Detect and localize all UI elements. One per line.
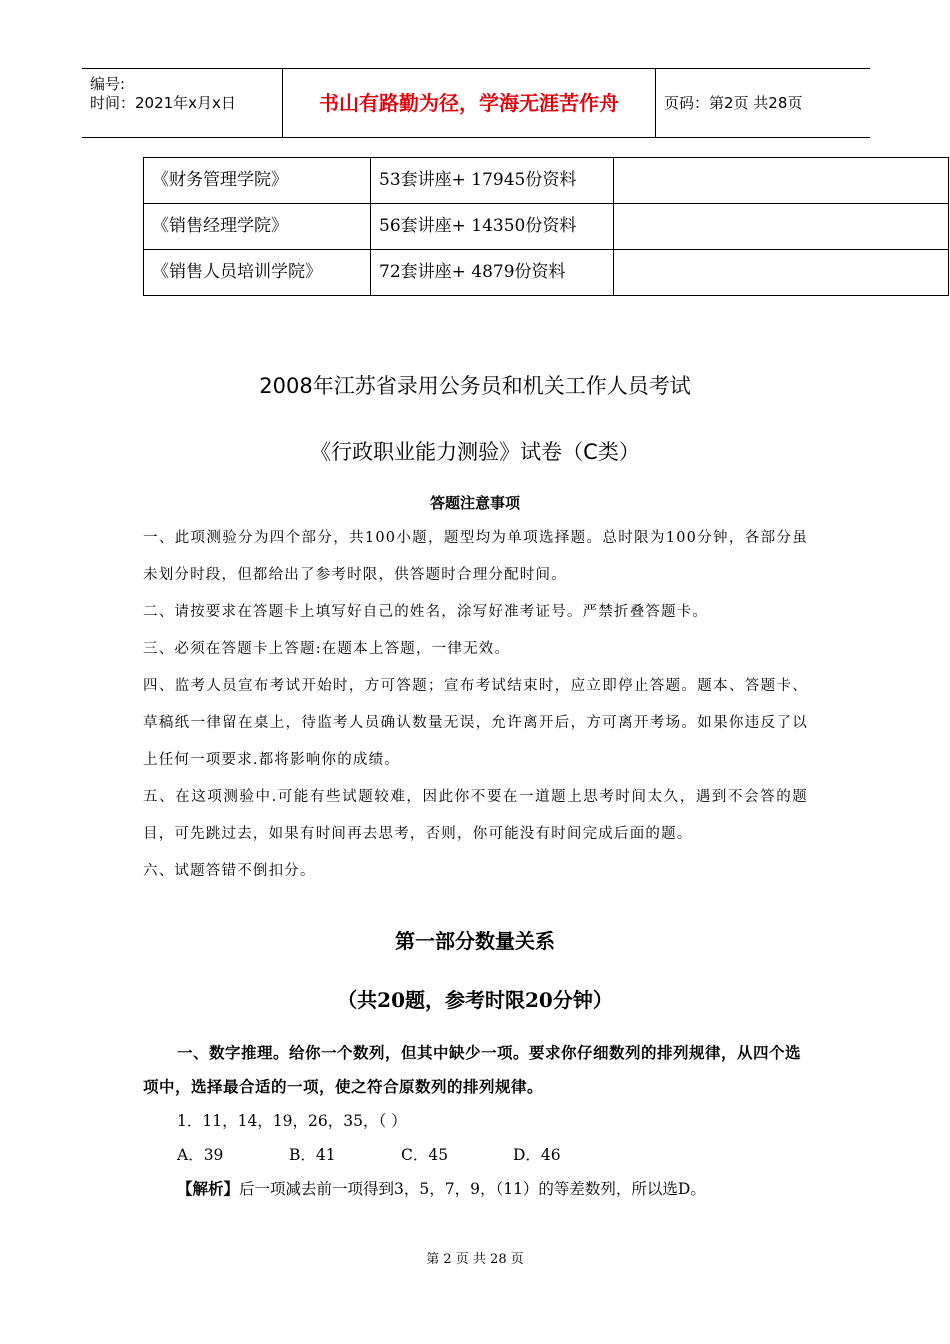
notice-item: 五、在这项测验中.可能有些试题较难，因此你不要在一道题上思考时间太久，遇到不会答的题目，可先跳过去，如果有时间再去思考，否则，你可能没有时间完成后面的题。 — [143, 789, 808, 842]
header-page-info: 页码：第2页 共28页 — [664, 94, 803, 112]
resource-table — [143, 157, 949, 296]
table-cell-name: 《销售经理学院》 — [144, 204, 371, 250]
notice-item: 二、请按要求在答题卡上填写好自己的姓名，涂写好准考证号。严禁折叠答题卡。 — [143, 604, 709, 620]
question-options — [143, 1138, 808, 1172]
option-d: D．46 — [513, 1146, 561, 1164]
page-header — [82, 68, 870, 138]
header-motto: 书山有路勤为径，学海无涯苦作舟 — [283, 69, 656, 137]
table-row — [144, 250, 949, 296]
table-cell-extra — [614, 250, 949, 296]
notice-item: 四、监考人员宣布考试开始时，方可答题；宣布考试结束时，应立即停止答题。题本、答题卡、草稿纸一律留在桌上，待监考人员确认数量无误，允许离开后，方可离开考场。如果你违反了以上任何一项要求.都将影响你的成绩。 — [143, 678, 808, 768]
table-cell-name: 《销售人员培训学院》 — [144, 250, 371, 296]
exam-subtitle: 《行政职业能力测验》试卷（C类） — [310, 440, 640, 464]
table-cell-extra — [614, 204, 949, 250]
table-cell-content: 72套讲座+ 4879份资料 — [371, 250, 614, 296]
exam-title: 2008年江苏省录用公务员和机关工作人员考试 — [259, 374, 691, 398]
table-cell-content: 53套讲座+ 17945份资料 — [371, 158, 614, 204]
table-cell-name: 《财务管理学院》 — [144, 158, 371, 204]
option-b: B．41 — [289, 1146, 336, 1164]
option-a: A．39 — [177, 1146, 224, 1164]
table-cell-extra — [614, 158, 949, 204]
table-row — [144, 204, 949, 250]
time-label: 时间：2021年x月x日 — [90, 94, 236, 112]
number-label: 编号: — [90, 75, 126, 93]
answer-label: 【解析】 — [177, 1179, 240, 1198]
notice-item: 三、必须在答题卡上答题:在题本上答题，一律无效。 — [143, 641, 511, 657]
notice-item: 一、此项测验分为四个部分，共100小题，题型均为单项选择题。总时限为100分钟，各部分虽未划分时段，但都给出了参考时限，供答题时合理分配时间。 — [143, 530, 808, 583]
page-footer: 第 2 页 共 28 页 — [426, 1252, 524, 1267]
table-cell-content: 56套讲座+ 14350份资料 — [371, 204, 614, 250]
notice-heading: 答题注意事项 — [429, 494, 520, 512]
section-title: 第一部分数量关系 — [395, 929, 555, 953]
section-subtitle: （共20题，参考时限20分钟） — [337, 988, 613, 1012]
question-text: 1．11，14，19，26，35，（ ） — [177, 1112, 407, 1130]
answer-explanation — [143, 1172, 808, 1206]
notice-list — [143, 520, 808, 890]
notice-item: 六、试题答错不倒扣分。 — [143, 863, 316, 879]
section-body — [143, 1036, 808, 1206]
table-row — [144, 158, 949, 204]
section-intro: 一、数字推理。给你一个数列，但其中缺少一项。要求你仔细数列的排列规律，从四个选项中，选择最合适的一项，使之符合原数列的排列规律。 — [143, 1043, 802, 1096]
answer-text: 后一项减去前一项得到3，5，7，9，（11）的等差数列，所以选D。 — [239, 1180, 706, 1198]
option-c: C．45 — [401, 1146, 449, 1164]
header-meta — [82, 69, 283, 137]
